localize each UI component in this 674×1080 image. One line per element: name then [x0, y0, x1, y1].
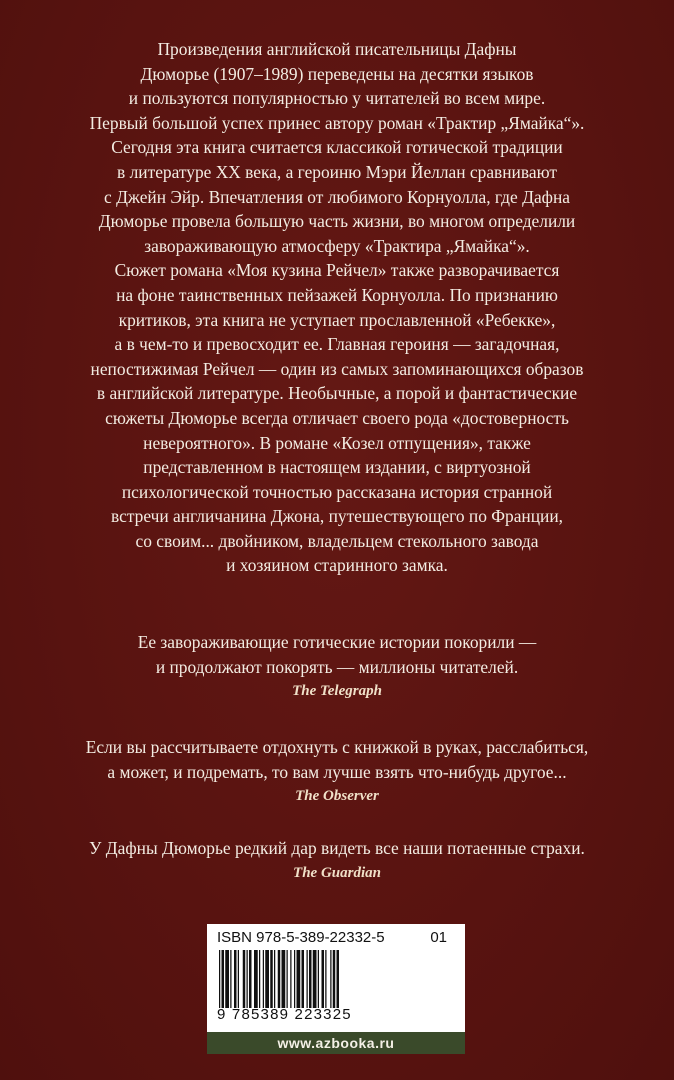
barcode-bar [307, 950, 308, 1008]
blurb-line: критиков, эта книга не уступает прославленной «Ребекке», [118, 309, 556, 330]
blurb-line: представленном в настоящем издании, с виртуозной [143, 457, 531, 478]
barcode-bar [294, 950, 295, 1008]
blurb-line: а в чем-то и превосходит ее. Главная героиня — загадочная, [114, 334, 560, 355]
blurb-line: Первый большой успех принес автору роман «Трактир „Ямайка“». [89, 112, 585, 133]
blurb-line: Дюморье (1907–1989) переведены на десятки языков [140, 63, 534, 84]
barcode-bar [313, 950, 317, 1008]
barcode-bar [259, 950, 260, 1008]
isbn-label-row [217, 928, 455, 948]
barcode-bar [238, 950, 239, 1008]
quote-line: и продолжают покорять — миллионы читателей. [155, 656, 519, 677]
blurb-line: со своим... двойником, владельцем стекольного завода [135, 530, 539, 551]
isbn-addon: 01 [430, 929, 447, 946]
barcode-bar [302, 950, 305, 1008]
blurb-line: и хозяином старинного замка. [226, 555, 448, 576]
quote-line: Если вы рассчитываете отдохнуть с книжкой в руках, расслабиться, [85, 737, 589, 757]
barcode-bar [265, 950, 269, 1008]
barcode-bar [290, 950, 291, 1008]
barcode-bar [287, 950, 288, 1008]
barcode-bar [225, 950, 229, 1008]
barcode-bar [325, 950, 326, 1008]
quote-line: Ее завораживающие готические истории покорили — [137, 632, 537, 652]
barcode-bar [322, 950, 325, 1008]
barcode-bar [263, 950, 264, 1008]
review-quote-telegraph [0, 630, 674, 702]
barcode-bar [274, 950, 275, 1008]
blurb-line: сюжеты Дюморье всегда отличает своего рода «достоверность [105, 407, 569, 428]
barcode-bar [309, 950, 312, 1008]
blurb-line: Произведения английской писательницы Дафны [157, 39, 517, 59]
barcode-bar [234, 950, 237, 1008]
review-quote-observer [0, 735, 674, 807]
quote-source: The Observer [295, 788, 379, 805]
barcode-bar [318, 950, 319, 1008]
barcode-bar [230, 950, 231, 1008]
quote-line: а может, и подремать, то вам лучше взять что-нибудь другое... [107, 761, 567, 782]
blurb-line: в литературе XX века, а героиню Мэри Йеллан сравнивают [117, 161, 557, 182]
barcode-bar [249, 950, 252, 1008]
blurb-text [0, 37, 674, 578]
barcode-digits: 9 785389 223325 [217, 1006, 352, 1023]
barcode-bar [337, 950, 340, 1008]
barcode-bar [333, 950, 336, 1008]
blurb-line: и пользуются популярностью у читателей во всем мире. [128, 88, 546, 109]
blurb-line: психологической точностью рассказана история странной [121, 481, 553, 502]
blurb-line: встречи англичанина Джона, путешествующего по Франции, [110, 506, 563, 527]
barcode-bar [330, 950, 331, 1008]
quote-source: The Guardian [293, 864, 381, 881]
barcode-bar [278, 950, 281, 1008]
website-label: www.azbooka.ru [277, 1035, 395, 1051]
barcode-bar [254, 950, 258, 1008]
blurb-line: непостижимая Рейчел — один из самых запоминающихся образов [90, 358, 584, 379]
barcode-bar [243, 950, 246, 1008]
isbn-label: ISBN 978-5-389-22332-5 [217, 929, 385, 946]
barcode-bar [222, 950, 225, 1008]
barcode-bar [219, 950, 220, 1008]
isbn-barcode [207, 924, 465, 1032]
quote-source: The Telegraph [292, 683, 382, 700]
blurb-line: завораживающую атмосферу «Трактира „Ямайка“». [144, 235, 530, 256]
blurb-line: Сюжет романа «Моя кузина Рейчел» также разворачивается [114, 260, 560, 281]
blurb-line: невероятного». В романе «Козел отпущения», также [143, 432, 531, 453]
review-quote-guardian [0, 836, 674, 884]
quote-line: У Дафны Дюморье редкий дар видеть все наши потаенные страхи. [89, 838, 585, 858]
blurb-line: с Джейн Эйр. Впечатления от любимого Корнуолла, где Дафна [104, 186, 570, 207]
blurb-line: Дюморье провела большую часть жизни, во многом определили [98, 211, 576, 232]
blurb-line: на фоне таинственных пейзажей Корнуолла. По признанию [116, 284, 558, 305]
barcode-bars [217, 950, 455, 1008]
barcode-bar [297, 950, 301, 1008]
barcode-bar [247, 950, 248, 1008]
barcode-bar [282, 950, 286, 1008]
barcode-bar [270, 950, 273, 1008]
publisher-website [207, 1032, 465, 1054]
blurb-line: в английской литературе. Необычные, а порой и фантастические [96, 383, 578, 404]
blurb-line: Сегодня эта книга считается классикой готической традиции [111, 137, 563, 158]
